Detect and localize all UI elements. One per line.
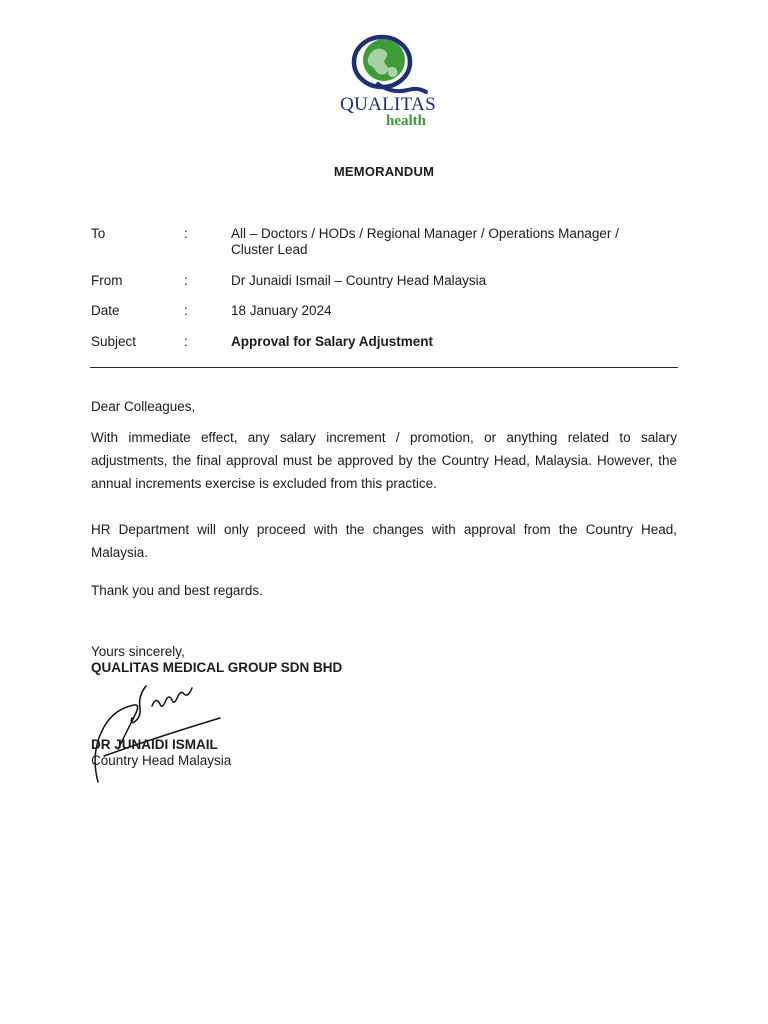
signatory-name: DR JUNAIDI ISMAIL — [91, 737, 218, 752]
globe-q-icon — [340, 34, 436, 100]
logo-wordmark: QUALITAS — [340, 94, 436, 115]
from-value: Dr Junaidi Ismail – Country Head Malaysia — [231, 273, 487, 288]
from-label: From — [91, 273, 123, 288]
from-colon: : — [184, 273, 188, 288]
date-value: 18 January 2024 — [231, 303, 332, 318]
body-paragraph-2: HR Department will only proceed with the changes with approval from the Country Head, Malaysia. — [91, 522, 677, 560]
header-divider — [90, 367, 678, 368]
subject-label: Subject — [91, 334, 137, 349]
salutation: Dear Colleagues, — [91, 399, 196, 414]
handwritten-signature — [86, 682, 226, 786]
body-paragraph-1: With immediate effect, any salary increment / promotion, or anything related to salary adjustments, the final approval must be approved by the Country Head, Malaysia. However, the annual increments exercise is excluded from this practice. — [91, 430, 677, 491]
to-value: All – Doctors / HODs / Regional Manager / Operations Manager / Cluster Lead — [231, 226, 619, 257]
signatory-title: Country Head Malaysia — [91, 753, 232, 768]
subject-value: Approval for Salary Adjustment — [231, 334, 434, 349]
subject-colon: : — [184, 334, 188, 349]
thanks-line: Thank you and best regards. — [91, 583, 263, 598]
to-colon: : — [184, 226, 188, 241]
to-label: To — [91, 226, 106, 241]
date-label: Date — [91, 303, 120, 318]
memo-title: MEMORANDUM — [333, 164, 435, 179]
valediction: Yours sincerely, — [91, 644, 185, 659]
date-colon: : — [184, 303, 188, 318]
company-name: QUALITAS MEDICAL GROUP SDN BHD — [91, 660, 343, 675]
logo-subtitle: health — [386, 113, 427, 129]
company-logo — [338, 34, 438, 130]
